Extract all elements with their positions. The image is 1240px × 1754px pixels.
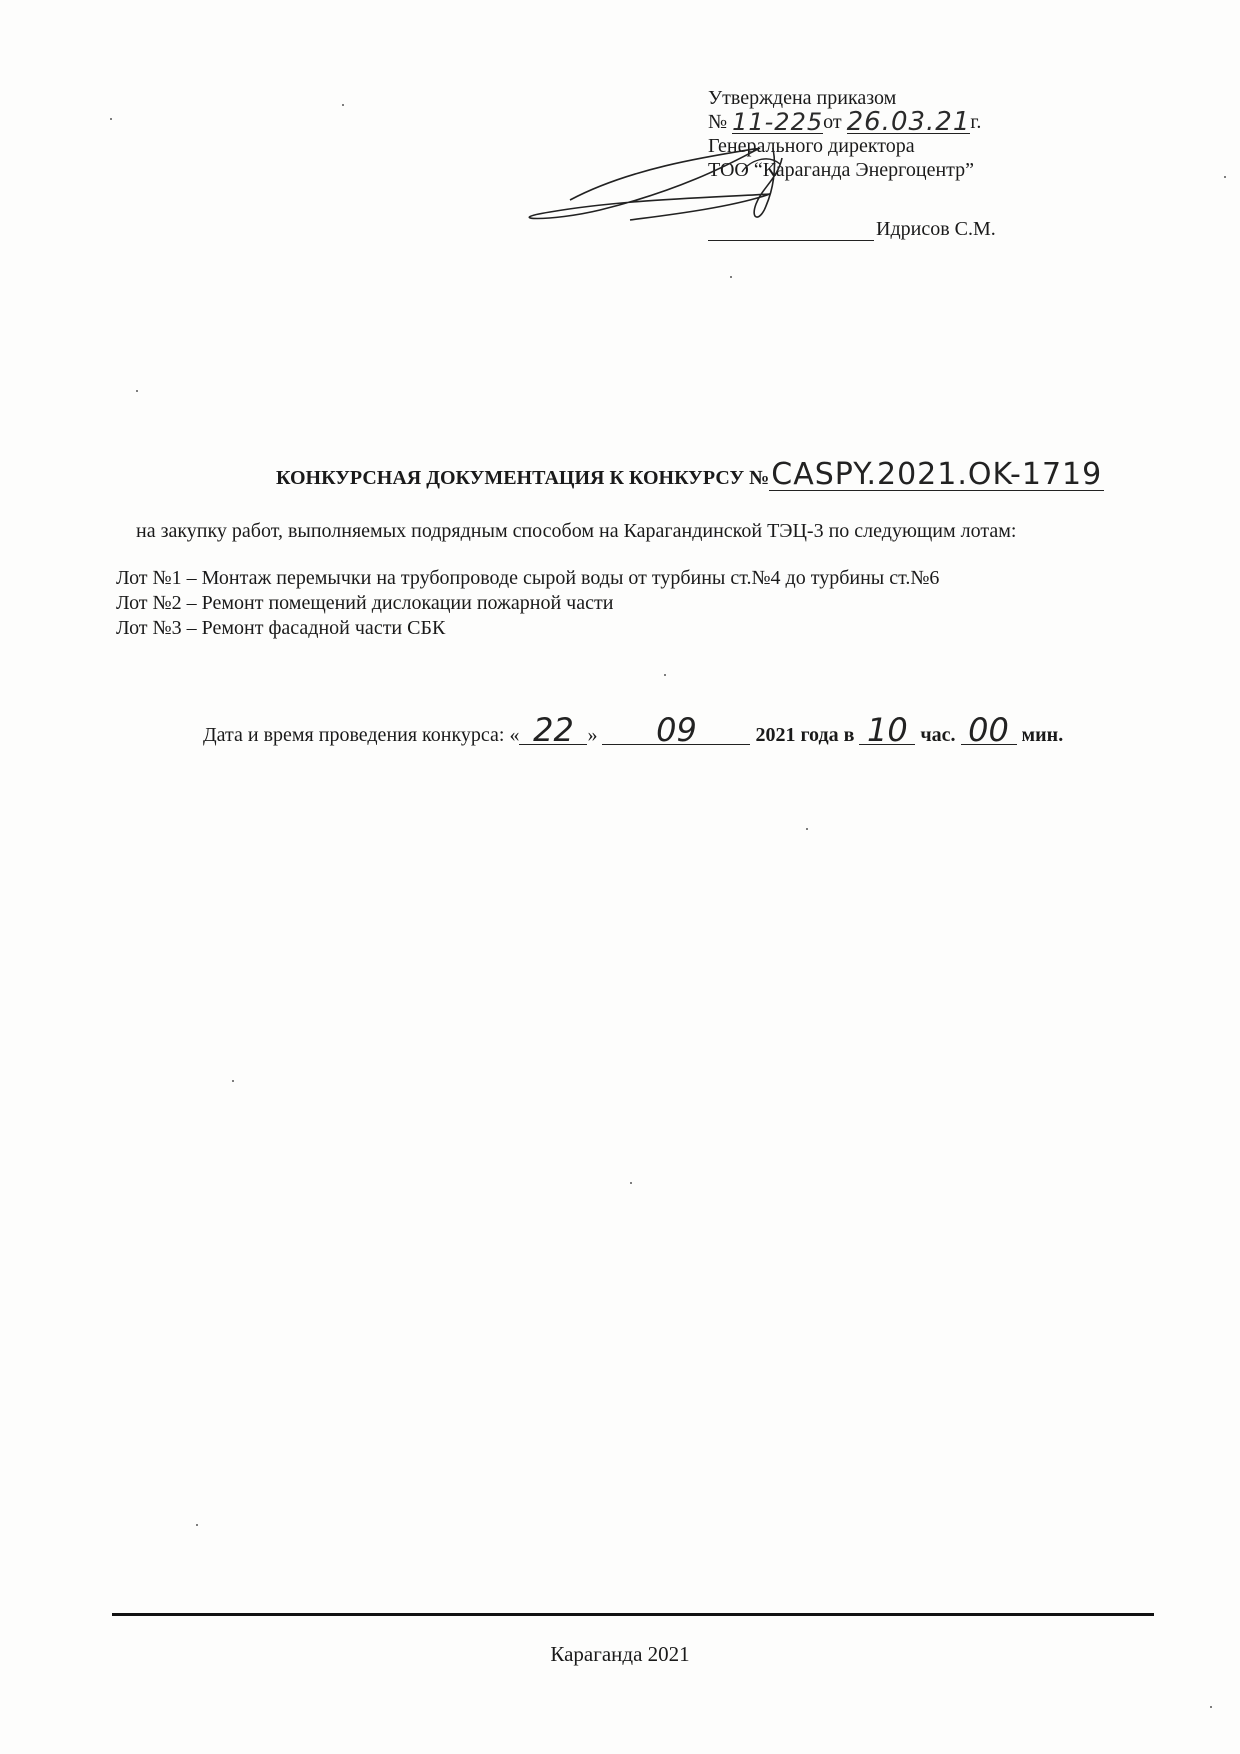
open-quote: « bbox=[509, 724, 520, 746]
day-field: 22 bbox=[519, 716, 587, 745]
lot-item: Лот №2 – Ремонт помещений дислокации пожарной части bbox=[116, 592, 614, 614]
scan-speck bbox=[630, 1182, 632, 1184]
hour-label: час. bbox=[920, 724, 956, 746]
approval-heading: Утверждена приказом bbox=[708, 87, 897, 109]
year-suffix: г. bbox=[970, 111, 982, 133]
approval-order-line bbox=[708, 107, 982, 137]
footer-divider bbox=[112, 1613, 1154, 1616]
document-title bbox=[276, 457, 1104, 492]
scan-speck bbox=[730, 276, 732, 278]
scan-speck bbox=[196, 1524, 198, 1526]
year-text: 2021 года в bbox=[755, 724, 855, 746]
footer-city-year: Караганда 2021 bbox=[550, 1642, 690, 1666]
approval-position: Генерального директора bbox=[708, 135, 915, 157]
hour-field: 10 bbox=[859, 716, 915, 745]
minute-label: мин. bbox=[1021, 724, 1064, 746]
document-subtitle: на закупку работ, выполняемых подрядным способом на Карагандинской ТЭЦ-3 по следующим лотам: bbox=[136, 520, 1017, 542]
close-quote: » bbox=[587, 724, 598, 746]
signatory-row bbox=[708, 218, 996, 241]
signatory-name: Идрисов С.М. bbox=[876, 218, 996, 240]
scan-speck bbox=[342, 104, 344, 106]
number-sign: № bbox=[708, 111, 728, 133]
datetime-label: Дата и время проведения конкурса: bbox=[203, 724, 505, 746]
scan-speck bbox=[1210, 1706, 1212, 1708]
from-label: от bbox=[823, 111, 842, 133]
order-number: 11-225 bbox=[732, 108, 824, 136]
scan-speck bbox=[806, 828, 808, 830]
signature-line bbox=[708, 220, 874, 241]
lot-item: Лот №3 – Ремонт фасадной части СБК bbox=[116, 617, 446, 639]
scan-speck bbox=[136, 390, 138, 392]
scan-speck bbox=[110, 118, 112, 120]
lots-list bbox=[116, 566, 939, 641]
contest-id: CASPY.2021.OK-1719 bbox=[771, 457, 1103, 492]
title-text: КОНКУРСНАЯ ДОКУМЕНТАЦИЯ К КОНКУРСУ № bbox=[276, 467, 770, 489]
scan-speck bbox=[664, 674, 666, 676]
minute-field: 00 bbox=[961, 716, 1017, 745]
scan-speck bbox=[232, 1080, 234, 1082]
order-date: 26.03.21 bbox=[846, 107, 971, 137]
scan-speck bbox=[1224, 176, 1226, 178]
lot-item: Лот №1 – Монтаж перемычки на трубопроводе сырой воды от турбины ст.№4 до турбины ст.№6 bbox=[116, 567, 940, 589]
handwritten-signature bbox=[510, 148, 890, 258]
contest-datetime bbox=[203, 711, 1064, 749]
month-field: 09 bbox=[602, 716, 750, 745]
approval-company: ТОО “Караганда Энергоцентр” bbox=[708, 159, 975, 181]
